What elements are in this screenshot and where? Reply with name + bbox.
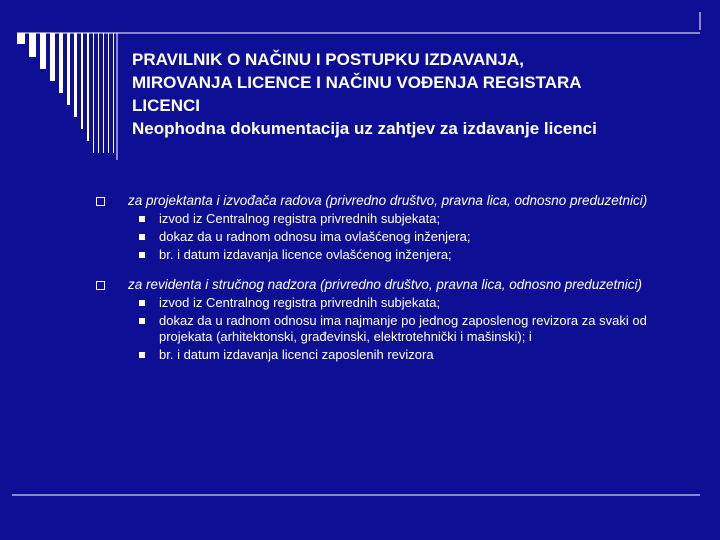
hollow-square-bullet-icon xyxy=(96,197,105,206)
filled-square-bullet-icon xyxy=(139,318,145,324)
filled-square-bullet-icon xyxy=(139,234,145,240)
slide-content xyxy=(96,193,696,363)
list-item-text: br. i datum izdavanja licenci zaposlenih revizora xyxy=(159,347,434,362)
section-heading-text: za revidenta i stručnog nadzora (privredno društvo, pravna lica, odnosno preduzetnici) xyxy=(128,277,643,292)
hollow-square-bullet-icon xyxy=(96,281,105,290)
section-heading xyxy=(96,193,696,209)
section-revident xyxy=(96,277,696,363)
list-item-text: dokaz da u radnom odnosu ima najmanje po jednog zaposlenog revizora za svaki od projekata (arhitektonski, građevinski, elektrotehnički i mašinski); i xyxy=(159,313,647,344)
list-item xyxy=(96,247,696,263)
title-line: LICENCI xyxy=(132,96,200,115)
filled-square-bullet-icon xyxy=(139,216,145,222)
filled-square-bullet-icon xyxy=(139,352,145,358)
section-projektant xyxy=(96,193,696,263)
title-line: Neophodna dokumentacija uz zahtjev za izdavanje licenci xyxy=(132,119,597,138)
list-item-text: izvod iz Centralnog registra privrednih subjekata; xyxy=(159,295,441,310)
title-line: MIROVANJA LICENCE I NAČINU VOĐENJA REGISTARA xyxy=(132,73,582,92)
list-item xyxy=(96,347,696,363)
list-item xyxy=(96,229,696,245)
list-item-text: dokaz da u radnom odnosu ima ovlašćenog inženjera; xyxy=(159,229,471,244)
list-item xyxy=(96,295,696,311)
list-item-text: izvod iz Centralnog registra privrednih subjekata; xyxy=(159,211,441,226)
filled-square-bullet-icon xyxy=(139,300,145,306)
filled-square-bullet-icon xyxy=(139,252,145,258)
title-line: PRAVILNIK O NAČINU I POSTUPKU IZDAVANJA, xyxy=(132,50,524,69)
section-heading-text: za projektanta i izvođača radova (privredno društvo, pravna lica, odnosno preduzetnici) xyxy=(128,193,648,208)
slide-title xyxy=(132,48,702,140)
list-item-text: br. i datum izdavanja licence ovlašćenog inženjera; xyxy=(159,247,452,262)
section-heading xyxy=(96,277,696,293)
list-item xyxy=(96,211,696,227)
list-item xyxy=(96,313,696,345)
